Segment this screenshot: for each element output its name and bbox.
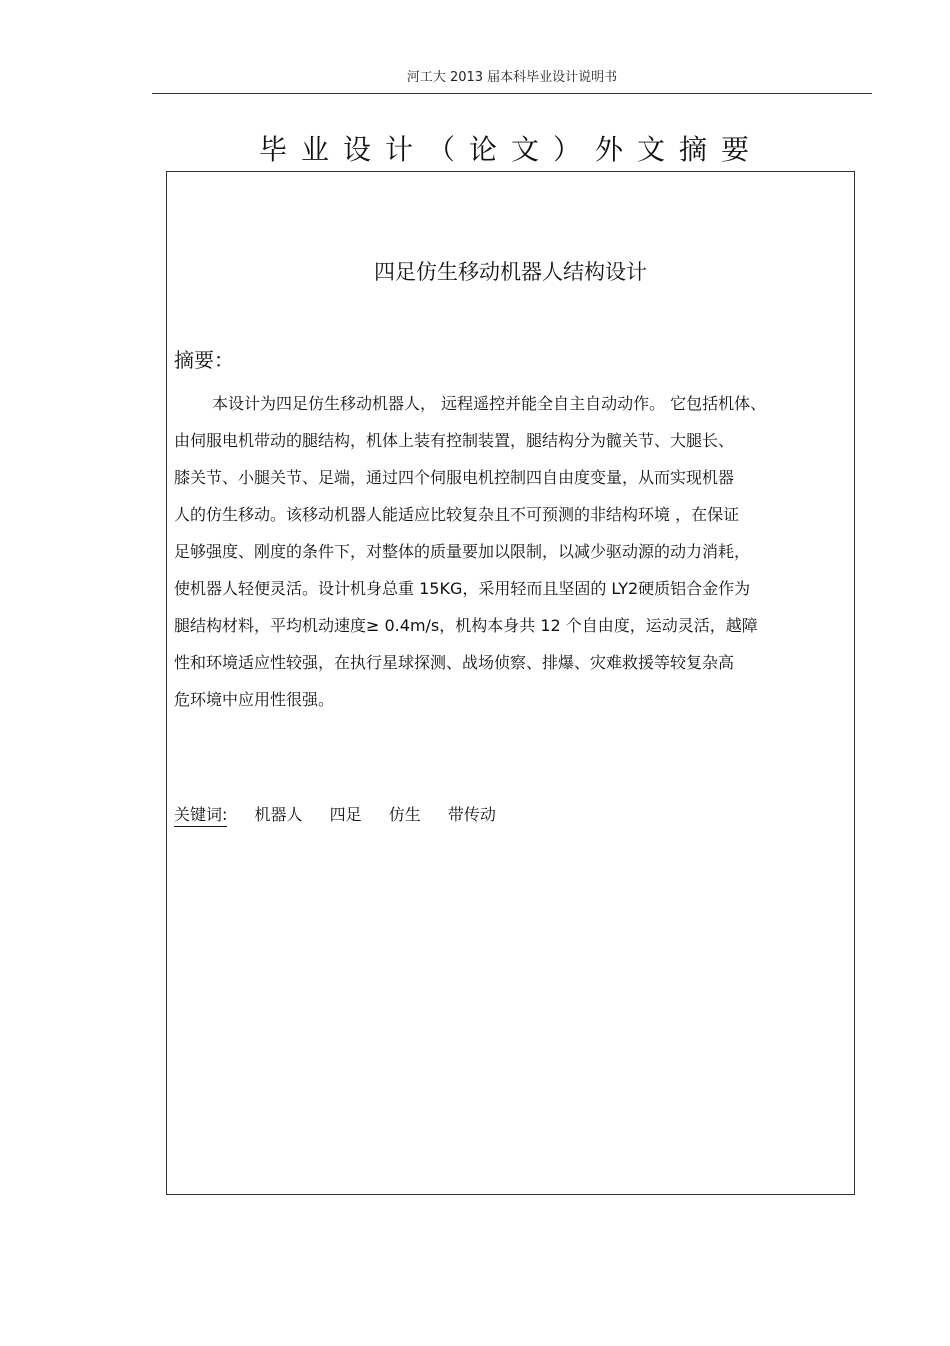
abstract-line: 人的仿生移动。该移动机器人能适应比较复杂且不可预测的非结构环境 ，在保证 xyxy=(174,505,740,524)
keyword-item: 仿生 xyxy=(388,805,421,824)
page-title: 毕业设计（论文）外文摘要 xyxy=(258,133,763,166)
keyword-item: 带传动 xyxy=(447,805,496,824)
abstract-line: 足够强度、刚度的条件下，对整体的质量要加以限制，以减少驱动源的动力消耗， xyxy=(174,542,751,561)
abstract-label: 摘要： xyxy=(174,348,234,372)
abstract-line: 本设计为四足仿生移动机器人， 远程遥控并能全自主自动动作。 它包括机体、 xyxy=(212,394,767,413)
header-divider xyxy=(152,93,872,94)
keywords xyxy=(174,802,496,827)
keyword-item: 四足 xyxy=(329,805,362,824)
abstract-line: 危环境中应用性很强。 xyxy=(174,690,335,709)
abstract-frame xyxy=(166,171,855,1195)
abstract-line: 膝关节、小腿关节、足端，通过四个伺服电机控制四自由度变量，从而实现机器 xyxy=(174,468,735,487)
abstract-line: 由伺服电机带动的腿结构，机体上装有控制装置，腿结构分为髋关节、大腿长、 xyxy=(174,431,735,450)
thesis-title: 四足仿生移动机器人结构设计 xyxy=(374,260,647,284)
running-header: 河工大 2013 届本科毕业设计说明书 xyxy=(406,70,618,85)
abstract-line: 腿结构材料，平均机动速度≥ 0.4m/s，机构本身共 12 个自由度，运动灵活，越障 xyxy=(174,616,758,635)
keywords-label: 关键词: xyxy=(174,802,227,827)
abstract-line: 使机器人轻便灵活。设计机身总重 15KG，采用轻而且坚固的 LY2硬质铝合金作为 xyxy=(174,579,751,598)
keyword-item: 机器人 xyxy=(254,805,303,824)
abstract-line: 性和环境适应性较强，在执行星球探测、战场侦察、排爆、灾难救援等较复杂高 xyxy=(174,653,735,672)
abstract-body xyxy=(174,385,846,718)
